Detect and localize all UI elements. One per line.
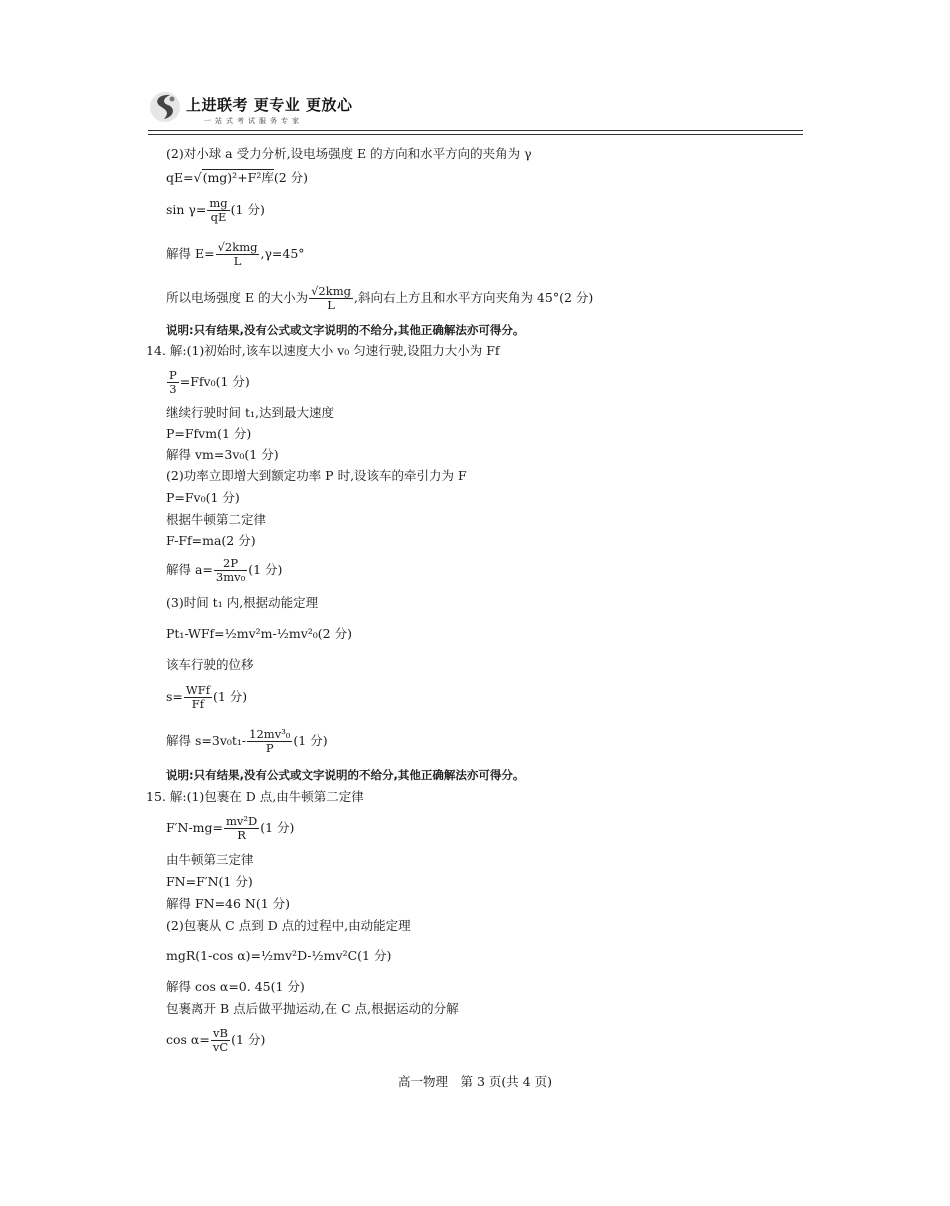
- p13-eq2: [166, 197, 265, 224]
- fraction-denominator: qE: [210, 210, 227, 224]
- q14-eq5: F-Ff=ma(2 分): [166, 533, 256, 548]
- fraction-denominator: vC: [212, 1040, 229, 1054]
- fraction-numerator: 2P: [214, 557, 247, 571]
- q15-eq5: 解得 cos α=0. 45(1 分): [166, 979, 305, 994]
- p13-part2-intro: (2)对小球 a 受力分析,设电场强度 E 的方向和水平方向的夹角为 γ: [166, 146, 532, 161]
- q15-eq6: [166, 1027, 265, 1054]
- q14-eq9: [166, 728, 328, 755]
- fraction-denominator: 3mv₀: [215, 570, 246, 584]
- p13-note: 说明:只有结果,没有公式或文字说明的不给分,其他正确解法亦可得分。: [166, 323, 525, 337]
- q14-eq3: 解得 vm=3v₀(1 分): [166, 447, 279, 462]
- q14-eq8-score: (1 分): [212, 689, 248, 704]
- q14-eq8-lhs: s=: [166, 689, 183, 704]
- q14-part2: (2)功率立即增大到额定功率 P 时,设该车的牵引力为 F: [166, 468, 467, 483]
- q14-text3: 该车行驶的位移: [166, 657, 254, 672]
- q14-eq2: P=Ffvm(1 分): [166, 426, 252, 441]
- header-rule: [148, 130, 803, 131]
- p13-eq2-fraction: [207, 197, 229, 224]
- p13-solution-fraction: [216, 241, 260, 268]
- fraction-denominator: L: [327, 298, 335, 312]
- q15-eq4: mgR(1-cos α)=½mv²D-½mv²C(1 分): [166, 948, 392, 963]
- q14-head: 14. 解:(1)初始时,该车以速度大小 v₀ 匀速行驶,设阻力大小为 Ff: [146, 343, 500, 358]
- q14-text2: 根据牛顿第二定律: [166, 512, 267, 527]
- q14-part3: (3)时间 t₁ 内,根据动能定理: [166, 595, 319, 610]
- p13-eq2-score: (1 分): [230, 202, 265, 217]
- q15-eq1-lhs: F′N-mg=: [166, 820, 224, 835]
- fraction-numerator: P: [169, 368, 177, 382]
- fraction-numerator: √2kmg: [311, 284, 351, 298]
- p13-eq2-lhs: sin γ=: [166, 202, 207, 217]
- q14-eq8: [166, 684, 247, 711]
- page-footer: 高一物理 第 3 页(共 4 页): [397, 1074, 553, 1089]
- fraction-denominator: Ff: [191, 697, 205, 711]
- q15-eq1-score: (1 分): [260, 820, 295, 835]
- fraction-denominator: L: [233, 254, 242, 268]
- q14-eq6-fraction: [214, 557, 247, 584]
- fraction-denominator: 3: [169, 382, 177, 396]
- q14-eq9-score: (1 分): [293, 733, 328, 748]
- fraction-numerator: WFf: [185, 683, 210, 697]
- fraction-numerator: mv²D: [226, 814, 258, 828]
- p13-solution-lhs: 解得 E=: [166, 246, 215, 261]
- q15-eq2: FN=F′N(1 分): [166, 874, 253, 889]
- q15-eq1: [166, 815, 294, 842]
- q14-eq9-fraction: [247, 728, 292, 755]
- p13-conclusion-a: 所以电场强度 E 的大小为: [166, 290, 309, 305]
- q15-eq6-score: (1 分): [231, 1032, 266, 1047]
- fraction-numerator: 12mv³₀: [249, 727, 291, 741]
- p13-conclusion-b: ,斜向右上方且和水平方向夹角为 45°(2 分): [353, 290, 594, 305]
- p13-conclusion: [166, 285, 593, 312]
- p13-eq1: [166, 170, 308, 186]
- brand-logo-icon: [148, 90, 182, 124]
- sqrt-symbol: √: [193, 170, 202, 185]
- fraction-numerator: mg: [209, 196, 228, 210]
- p13-eq1-score: (2 分): [273, 170, 309, 185]
- q14-eq9-lhs: 解得 s=3v₀t₁-: [166, 733, 247, 748]
- q15-eq6-fraction: [211, 1027, 230, 1054]
- fraction-numerator: √2kmg: [217, 240, 258, 254]
- q14-note: 说明:只有结果,没有公式或文字说明的不给分,其他正确解法亦可得分。: [166, 768, 525, 782]
- q15-text2: 包裹离开 B 点后做平抛运动,在 C 点,根据运动的分解: [166, 1001, 459, 1016]
- fraction-numerator: vB: [211, 1027, 230, 1041]
- q14-eq6: [166, 557, 282, 584]
- q14-eq1: [166, 369, 250, 396]
- q15-part2: (2)包裹从 C 点到 D 点的过程中,由动能定理: [166, 918, 411, 933]
- q14-eq8-fraction: [184, 684, 212, 711]
- q15-eq1-fraction: [224, 815, 259, 842]
- fraction-denominator: P: [265, 741, 274, 755]
- p13-eq1-radicand: (mg)²+F²库: [202, 170, 274, 185]
- q14-text1: 继续行驶时间 t₁,达到最大速度: [166, 405, 334, 420]
- page-header: [148, 90, 803, 138]
- q14-eq7: Pt₁-WFf=½mv²m-½mv²₀(2 分): [166, 626, 352, 641]
- q15-eq6-lhs: cos α=: [166, 1032, 210, 1047]
- brand-slogan: 一站式考试服务专家: [204, 117, 303, 125]
- p13-solution-angle: ,γ=45°: [260, 246, 305, 261]
- brand-name: 上进联考 更专业 更放心: [186, 96, 353, 114]
- q14-eq6-score: (1 分): [248, 562, 283, 577]
- fraction-denominator: R: [237, 828, 246, 842]
- q14-eq4: P=Fv₀(1 分): [166, 490, 240, 505]
- q14-eq1-rest: =Ffv₀(1 分): [179, 374, 250, 389]
- q14-eq1-fraction: [167, 369, 179, 396]
- q15-text1: 由牛顿第三定律: [166, 852, 254, 867]
- p13-eq1-lhs: qE=: [166, 170, 194, 185]
- q15-eq3: 解得 FN=46 N(1 分): [166, 896, 291, 911]
- header-rule-thin: [148, 134, 803, 135]
- p13-conclusion-fraction: [309, 285, 353, 312]
- p13-solution: [166, 241, 305, 268]
- q14-eq6-lhs: 解得 a=: [166, 562, 213, 577]
- q15-head: 15. 解:(1)包裹在 D 点,由牛顿第二定律: [146, 789, 364, 804]
